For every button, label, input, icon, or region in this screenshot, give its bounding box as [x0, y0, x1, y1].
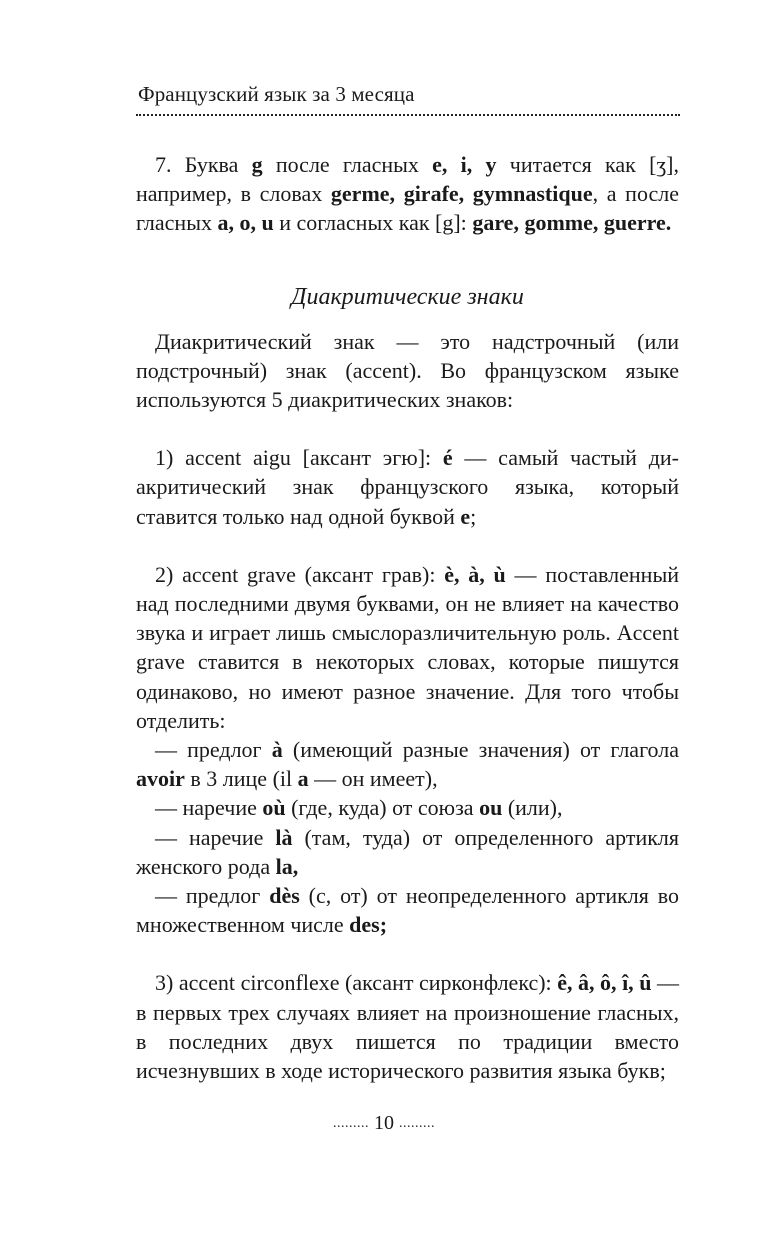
term: e: [460, 503, 471, 529]
term: è, à, ù: [444, 561, 506, 587]
term: dès: [269, 883, 300, 909]
term: la,: [275, 853, 299, 879]
page-body: [136, 150, 679, 1085]
term: où: [262, 795, 286, 821]
term: gare, gomme, guerre.: [472, 210, 672, 236]
term: g: [251, 152, 263, 177]
term: ê, â, ô, î, û: [557, 970, 652, 996]
header-dotted-rule: [136, 114, 680, 116]
term: ou: [479, 795, 503, 821]
running-title: Французский язык за 3 месяца: [138, 82, 415, 106]
folio-dots-right: .........: [399, 1116, 435, 1131]
term: e, i, y: [432, 152, 497, 177]
rule-7-paragraph: 7. Буква g после гласных e, i, y читается как [ʒ], например, в словах germe, girafe, gymnastique, а после гласных a, o, u и согласных как [g]: gare, gomme, guerre.: [136, 152, 679, 236]
accent-circonflexe-paragraph: 3) accent circonflexe (аксант сирконфлекс): ê, â, ô, î, û — в первых трех случаях влияет на произношение гласных, в последних двух пишется по традиции вместо исчезнувших в ходе исторического развития языка букв;: [136, 970, 679, 1084]
term: avoir: [136, 766, 185, 792]
grave-contrast-line: — наречие où (где, куда) от союза ou (или),: [155, 795, 563, 821]
section-heading: Диакритические знаки: [291, 283, 524, 310]
term: là: [275, 824, 293, 850]
term: a, o, u: [217, 210, 274, 236]
accent-aigu-paragraph: 1) accent aigu [аксант эгю]: é — самый частый диакритический знак французского языка, который ставится только над одной буквой e;: [136, 445, 679, 529]
term: é: [442, 445, 453, 471]
term: à: [271, 737, 283, 763]
term: des;: [349, 912, 388, 938]
grave-contrast-line: — предлог à (имеющий разные значения) от глагола avoir в 3 лице (il a — он имеет),: [136, 737, 679, 792]
page-number: 10: [374, 1112, 394, 1134]
intro-paragraph: Диакритический знак — это надстрочный (или подстрочный) знак (accent). Во французском языке используются 5 диакритических знаков:: [136, 328, 679, 413]
term: germe, girafe, gymnastique: [330, 181, 593, 207]
accent-grave-paragraph: 2) accent grave (аксант грав): è, à, ù — поставленный над последними двумя буквами, он не влияет на качество звука и играет лишь смыслоразличительную роль. Accent grave ставится в некоторых словах, которые пишутся одинаково, но имеют разное значение. Для того чтобы отделить:: [136, 561, 679, 733]
grave-contrast-line: — наречие là (там, туда) от определенного артикля женского рода la,: [136, 824, 680, 879]
page-footer: [0, 1112, 768, 1135]
folio-dots-left: .........: [333, 1116, 369, 1131]
grave-contrast-line: — предлог dès (с, от) от неопределенного артикля во множественном числе des;: [136, 883, 679, 938]
term: a: [297, 766, 309, 792]
